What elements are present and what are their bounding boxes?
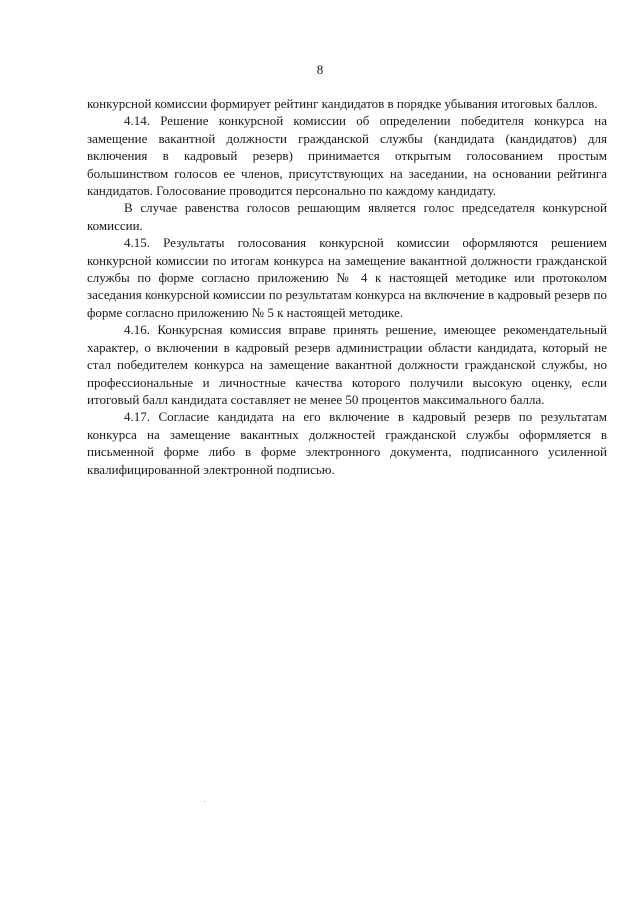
paragraph-4-14: 4.14. Решение конкурсной комиссии об определении победителя конкурса на замещение вакантной должности гражданской службы (кандидата (кандидатов) для включения в кадровый резерв) принимается открытым голосованием простым большинством голосов ее членов, присутствующих на заседании, на основании рейтинга кандидатов. Голосование проводится персонально по каждому кандидату. xyxy=(87,113,607,199)
paragraph-4-15: 4.15. Результаты голосования конкурсной комиссии оформляются решением конкурсной комиссии по итогам конкурса на замещение вакантной должности гражданской службы по форме согласно приложению № 4 к настоящей методике или протоколом заседания конкурсной комиссии по результатам конкурса на включение в кадровый резерв по форме согласно приложению № 5 к настоящей методике. xyxy=(87,235,607,320)
page-number: 8 xyxy=(316,62,324,77)
paragraph-4-17: 4.17. Согласие кандидата на его включение в кадровый резерв по результатам конкурса на замещение вакантных должностей гражданской службы оформляется в письменной форме либо в форме электронного документа, подписанного усиленной квалифицированной электронной подписью. xyxy=(87,409,607,477)
paragraph-4-16: 4.16. Конкурсная комиссия вправе принять решение, имеющее рекомендательный характер, о включении в кадровый резерв администрации области кандидата, который не стал победителем конкурса на замещение вакантной должности гражданской службы, но профессиональные и личностные качества которого получили высокую оценку, если итоговый балл кандидата составляет не менее 50 процентов максимального балла. xyxy=(87,322,607,407)
paragraph-tie-vote: В случае равенства голосов решающим является голос председателя конкурсной комиссии. xyxy=(87,200,607,233)
document-body xyxy=(87,95,607,478)
scan-speck xyxy=(204,801,205,802)
paragraph-continuation: конкурсной комиссии формирует рейтинг кандидатов в порядке убывания итоговых баллов. xyxy=(87,96,598,111)
